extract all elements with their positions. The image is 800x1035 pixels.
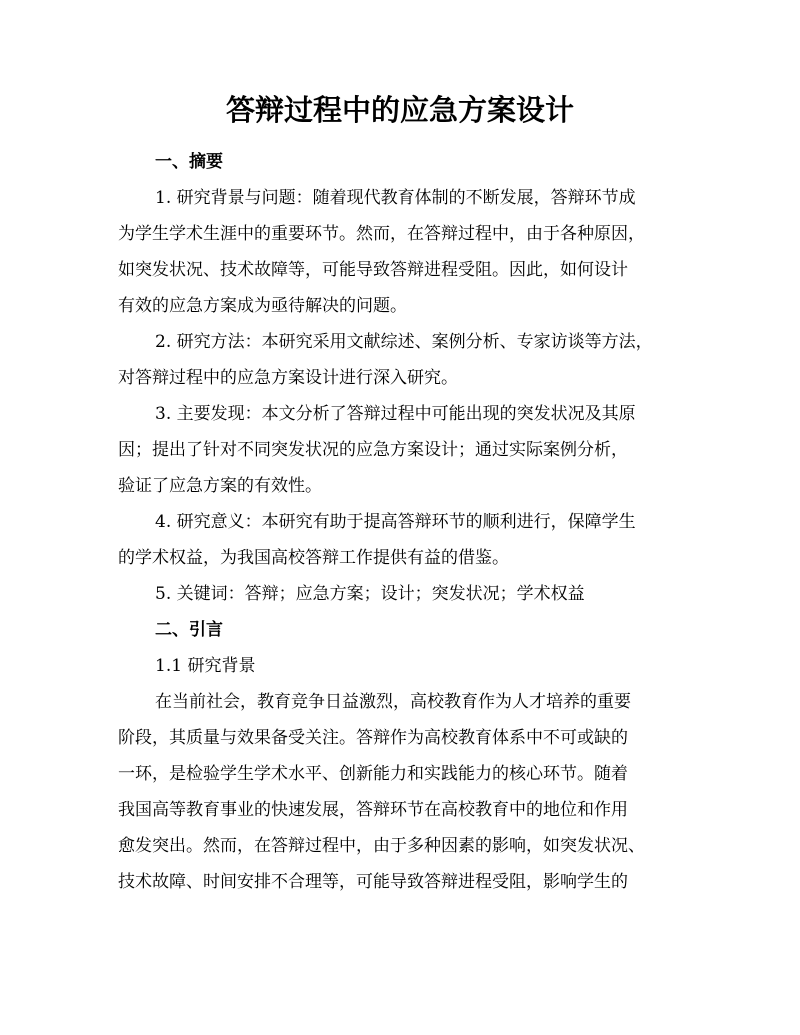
paragraph-line: 2. 研究方法：本研究采用文献综述、案例分析、专家访谈等方法， — [155, 332, 653, 352]
paragraph-line: 对答辩过程中的应急方案设计进行深入研究。 — [118, 368, 458, 388]
paragraph-line: 如突发状况、技术故障等，可能导致答辩进程受阻。因此，如何设计 — [118, 260, 628, 280]
paragraph-line: 一环，是检验学生学术水平、创新能力和实践能力的核心环节。随着 — [118, 764, 628, 784]
paragraph-line: 的学术权益，为我国高校答辩工作提供有益的借鉴。 — [118, 548, 509, 568]
paragraph-line: 为学生学术生涯中的重要环节。然而，在答辩过程中，由于各种原因， — [118, 224, 645, 244]
paragraph-line: 验证了应急方案的有效性。 — [118, 476, 322, 496]
document-title: 答辩过程中的应急方案设计 — [225, 93, 574, 127]
paragraph-line: 技术故障、时间安排不合理等，可能导致答辩进程受阻，影响学生的 — [118, 872, 628, 892]
paragraph-line: 我国高等教育事业的快速发展，答辩环节在高校教育中的地位和作用 — [118, 800, 628, 820]
paragraph-line: 1. 研究背景与问题：随着现代教育体制的不断发展，答辩环节成 — [155, 188, 636, 208]
paragraph-line: 因；提出了针对不同突发状况的应急方案设计；通过实际案例分析， — [118, 440, 628, 460]
subsection-heading-background: 1.1 研究背景 — [155, 656, 256, 676]
paragraph-line: 阶段，其质量与效果备受关注。答辩作为高校教育体系中不可或缺的 — [118, 728, 628, 748]
section-heading-abstract: 一、摘要 — [155, 152, 223, 172]
paragraph-line-keywords: 5. 关键词：答辩；应急方案；设计；突发状况；学术权益 — [155, 584, 585, 604]
paragraph-line: 3. 主要发现：本文分析了答辩过程中可能出现的突发状况及其原 — [155, 404, 636, 424]
paragraph-line: 有效的应急方案成为亟待解决的问题。 — [118, 296, 407, 316]
paragraph-line: 在当前社会，教育竞争日益激烈，高校教育作为人才培养的重要 — [155, 692, 631, 712]
paragraph-line: 4. 研究意义：本研究有助于提高答辩环节的顺利进行，保障学生 — [155, 512, 636, 532]
section-heading-introduction: 二、引言 — [155, 620, 223, 640]
paragraph-line: 愈发突出。然而，在答辩过程中，由于多种因素的影响，如突发状况、 — [118, 836, 645, 856]
